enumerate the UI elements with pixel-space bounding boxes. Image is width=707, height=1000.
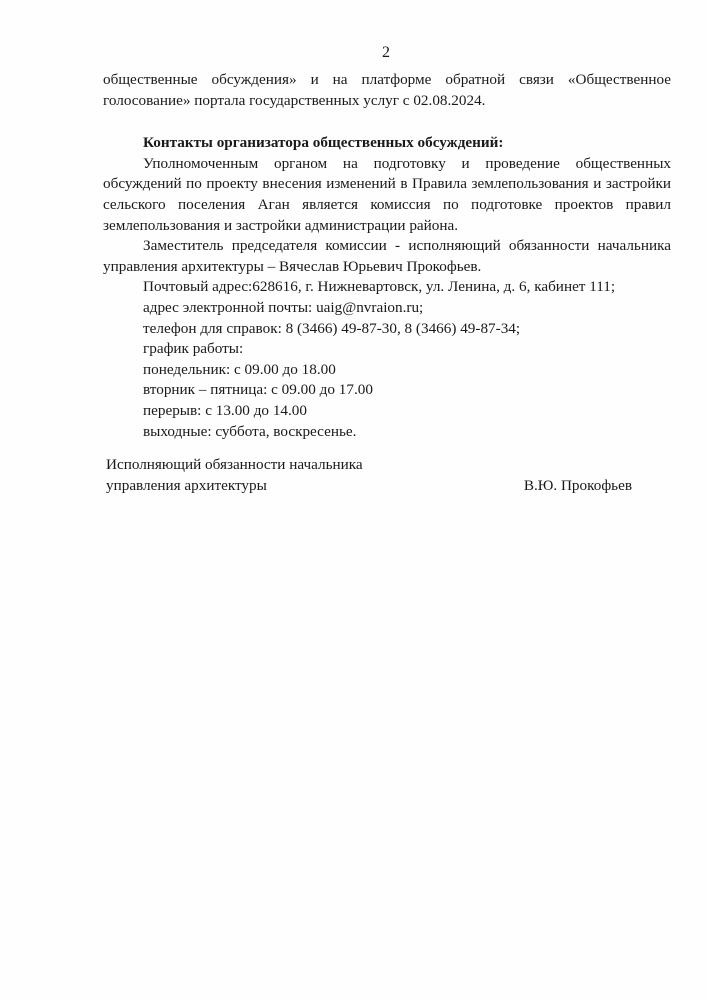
spacer xyxy=(103,111,671,133)
signatory-position xyxy=(106,455,363,496)
document-body xyxy=(103,70,671,442)
phone-numbers: телефон для справок: 8 (3466) 49-87-30, 8 (3466) 49-87-34; xyxy=(143,319,521,337)
authority-paragraph: Уполномоченным органом на подготовку и проведение общественных обсуждений по проекту внесения изменений в Правила землепользования и застройки сельского поселения Аган является комиссия по подготовке проектов правил землепользования и застройки администрации района. xyxy=(103,154,671,234)
schedule-title: график работы: xyxy=(143,340,244,358)
schedule-break: перерыв: с 13.00 до 14.00 xyxy=(143,401,307,419)
schedule-monday: понедельник: с 09.00 до 18.00 xyxy=(143,360,336,378)
intro-paragraph: общественные обсуждения» и на платформе обратной связи «Общественное голосование» портала государственных услуг с 02.08.2024. xyxy=(103,71,671,109)
position-line-1: Исполняющий обязанности начальника xyxy=(106,456,363,473)
postal-address: Почтовый адрес:628616, г. Нижневартовск, ул. Ленина, д. 6, кабинет 111; xyxy=(143,278,616,296)
page-number: 2 xyxy=(382,44,390,61)
signatory-name: В.Ю. Прокофьев xyxy=(523,476,632,494)
email-address: адрес электронной почты: uaig@nvraion.ru; xyxy=(143,298,424,316)
contacts-heading: Контакты организатора общественных обсуждений: xyxy=(143,134,504,152)
schedule-tue-fri: вторник – пятница: с 09.00 до 17.00 xyxy=(143,381,373,399)
schedule-weekend: выходные: суббота, воскресенье. xyxy=(143,422,357,440)
signature-block xyxy=(106,455,646,496)
position-line-2: управления архитектуры xyxy=(106,476,267,494)
deputy-paragraph: Заместитель председателя комиссии - исполняющий обязанности начальника управления архитектуры – Вячеслав Юрьевич Прокофьев. xyxy=(103,237,671,275)
